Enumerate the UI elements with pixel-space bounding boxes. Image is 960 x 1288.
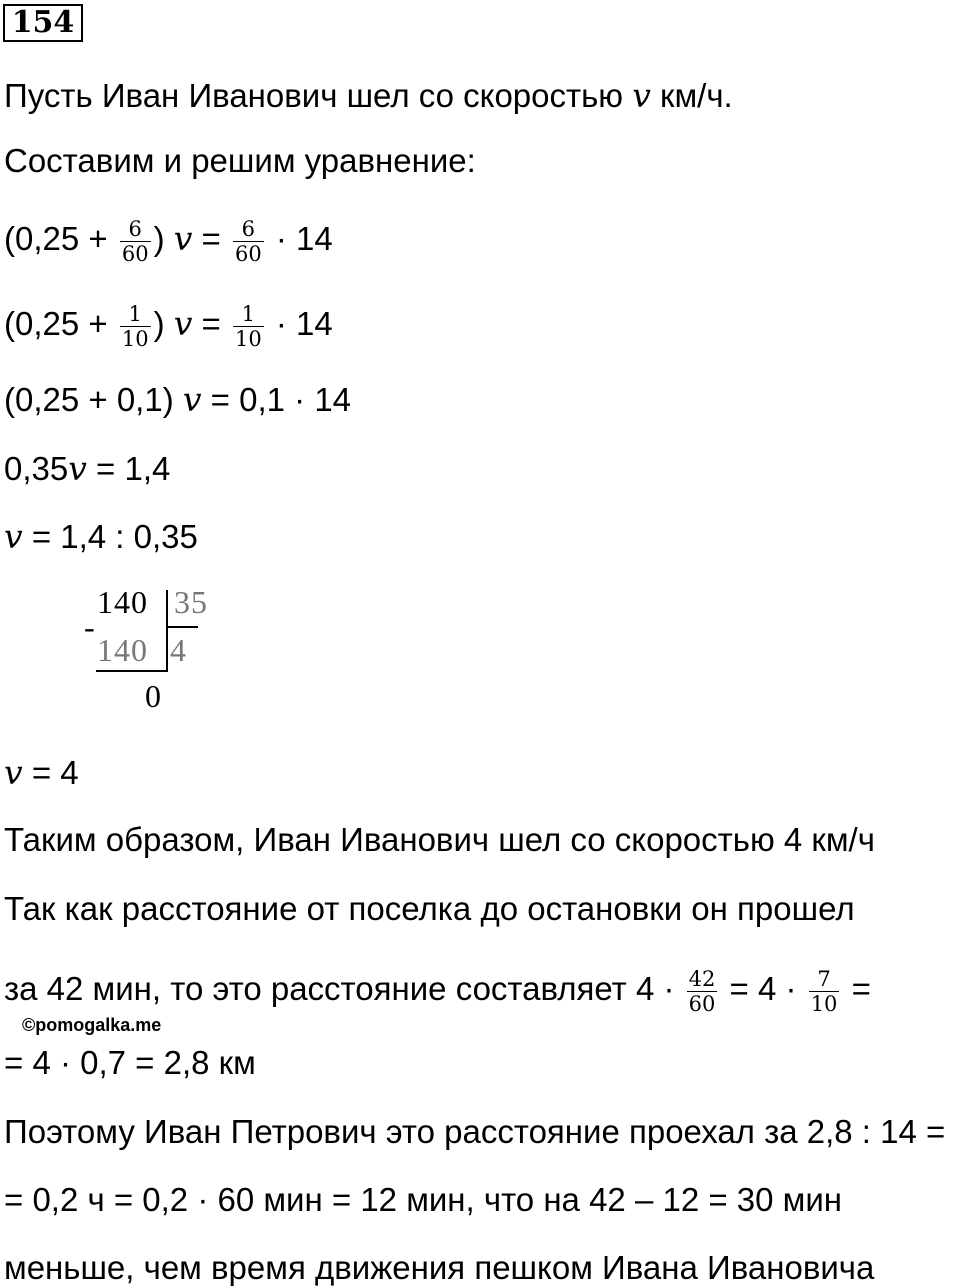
eq2-part-c: = <box>192 305 230 343</box>
eq1-part-e: · 14 <box>266 220 333 258</box>
eq1-part-a: (0,25 + <box>4 220 117 258</box>
equation-intro: Составим и решим уравнение: <box>4 142 476 179</box>
time-text-1: Поэтому Иван Петрович это расстояние проехал за 2,8 : 14 = <box>4 1113 946 1150</box>
eq6-part-b: = 4 <box>22 754 79 791</box>
text3-part-b: = 4 · <box>720 970 806 1008</box>
eq2-part-b: ) <box>153 305 174 343</box>
intro-line <box>4 76 733 116</box>
speed-variable: v <box>68 449 87 488</box>
eq1-part-b: ) <box>153 220 174 258</box>
text3-part-c: = <box>842 970 871 1008</box>
eq5-part-b: = 1,4 : 0,35 <box>22 518 198 555</box>
equation-4 <box>4 449 170 489</box>
numerator: 1 <box>233 302 264 327</box>
fraction-7-10 <box>809 967 840 1016</box>
division-subtraction-line <box>96 670 168 672</box>
division-remainder: 0 <box>145 678 162 714</box>
equation-3 <box>4 380 351 420</box>
conclusion-speed: Таким образом, Иван Иванович шел со скоростью 4 км/ч <box>4 821 875 858</box>
fraction-6-60-right <box>233 217 264 266</box>
eq2-part-a: (0,25 + <box>4 305 117 343</box>
division-minus-sign: - <box>84 609 96 645</box>
division-subtrahend: 140 <box>97 632 148 668</box>
intro-text-a: Пусть Иван Иванович шел со скоростью <box>4 77 633 114</box>
numerator: 6 <box>120 217 151 242</box>
speed-variable: v <box>182 380 202 419</box>
division-divisor-underline <box>166 626 198 628</box>
fraction-1-10 <box>120 302 151 351</box>
denominator: 10 <box>810 992 838 1016</box>
distance-result: = 4 · 0,7 = 2,8 км <box>4 1044 256 1081</box>
eq3-part-a: (0,25 + 0,1) <box>4 381 183 418</box>
division-quotient: 4 <box>170 632 187 668</box>
text3-part-a: за 42 мин, то это расстояние составляет 4 · <box>4 970 684 1008</box>
eq1-part-c: = <box>192 220 230 258</box>
time-text-2: = 0,2 ч = 0,2 · 60 мин = 12 мин, что на 42 – 12 = 30 мин <box>4 1181 843 1218</box>
denominator: 60 <box>688 992 716 1016</box>
equation-2 <box>4 302 333 351</box>
speed-variable: v <box>173 304 193 344</box>
division-divisor: 35 <box>174 584 208 620</box>
denominator: 10 <box>121 327 149 351</box>
distance-text-2 <box>4 967 871 1016</box>
speed-variable: v <box>4 517 23 556</box>
division-vertical-line <box>166 590 168 670</box>
numerator: 6 <box>233 217 264 242</box>
division-dividend: 140 <box>97 584 148 620</box>
fraction-42-60 <box>687 967 718 1016</box>
equation-5 <box>4 517 198 557</box>
eq3-part-b: = 0,1 · 14 <box>201 381 352 418</box>
denominator: 60 <box>121 242 149 266</box>
fraction-6-60 <box>120 217 151 266</box>
numerator: 42 <box>688 967 716 991</box>
problem-number: 154 <box>3 4 83 42</box>
watermark: ©pomogalka.me <box>22 1015 162 1035</box>
time-text-3: меньше, чем время движения пешком Ивана Ивановича <box>4 1249 875 1286</box>
speed-variable: v <box>4 753 23 792</box>
numerator: 1 <box>120 302 151 327</box>
eq2-part-e: · 14 <box>266 305 333 343</box>
denominator: 60 <box>235 242 262 266</box>
speed-variable: v <box>632 76 651 115</box>
equation-1 <box>4 217 333 266</box>
intro-text-b: км/ч. <box>650 77 733 114</box>
speed-variable: v <box>173 219 193 259</box>
fraction-1-10-right <box>233 302 264 351</box>
distance-text-1: Так как расстояние от поселка до остановки он прошел <box>4 890 855 927</box>
equation-6 <box>4 753 79 793</box>
denominator: 10 <box>235 327 262 351</box>
eq4-part-a: 0,35 <box>4 450 69 487</box>
eq4-part-b: = 1,4 <box>86 450 171 487</box>
numerator: 7 <box>809 967 840 992</box>
